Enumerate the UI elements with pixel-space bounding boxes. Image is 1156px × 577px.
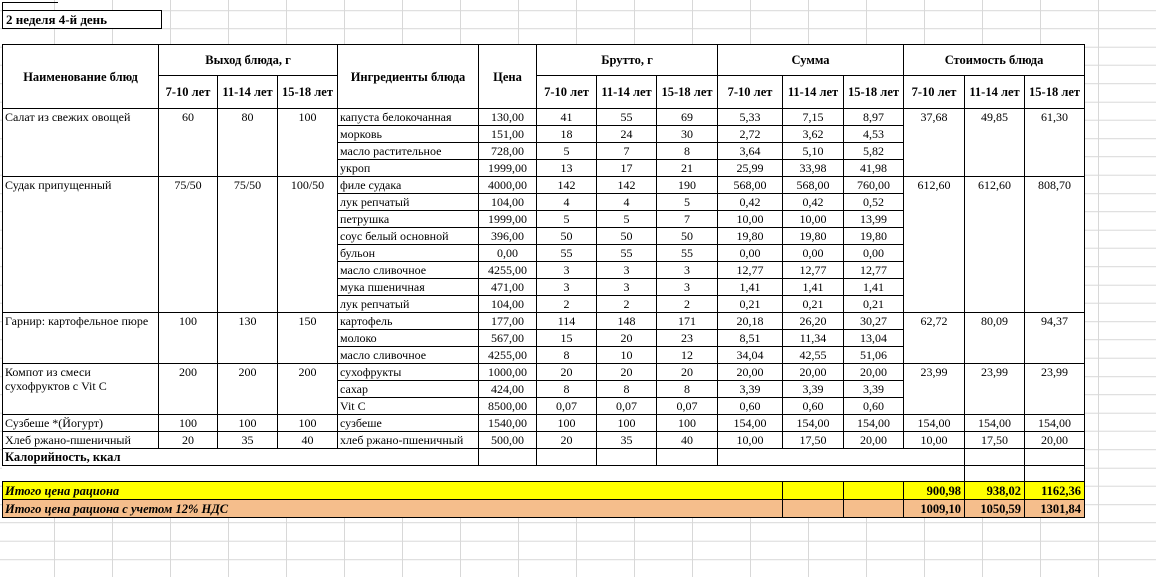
ingredient-name-cell[interactable]: капуста белокочанная bbox=[338, 109, 479, 126]
total-value-cell[interactable]: 900,98 bbox=[904, 482, 965, 500]
ingredient-name-cell[interactable]: картофель bbox=[338, 313, 479, 330]
total-value-cell[interactable]: 1009,10 bbox=[904, 500, 965, 518]
gross-value-cell[interactable]: 0,07 bbox=[657, 398, 718, 415]
ingredient-name-cell[interactable]: хлеб ржано-пшеничный bbox=[338, 432, 479, 449]
dish-name-cell[interactable]: Салат из свежих овощей bbox=[3, 109, 159, 177]
dish-cost-cell[interactable]: 20,00 bbox=[1025, 432, 1085, 449]
sum-value-cell[interactable]: 568,00 bbox=[783, 177, 844, 194]
gross-value-cell[interactable]: 3 bbox=[537, 262, 597, 279]
gross-value-cell[interactable]: 5 bbox=[597, 211, 657, 228]
ingredient-price-cell[interactable]: 4255,00 bbox=[479, 347, 537, 364]
ingredient-price-cell[interactable]: 177,00 bbox=[479, 313, 537, 330]
gross-value-cell[interactable]: 8 bbox=[657, 381, 718, 398]
sum-value-cell[interactable]: 20,18 bbox=[718, 313, 783, 330]
gross-value-cell[interactable]: 3 bbox=[657, 279, 718, 296]
dish-row bbox=[3, 364, 1085, 381]
dish-cost-cell[interactable]: 49,85 bbox=[965, 109, 1025, 177]
dish-output-cell[interactable]: 100 bbox=[278, 109, 338, 177]
dish-output-cell[interactable]: 100/50 bbox=[278, 177, 338, 313]
ingredient-name-cell[interactable]: бульон bbox=[338, 245, 479, 262]
sum-value-cell[interactable]: 1,41 bbox=[844, 279, 904, 296]
sum-value-cell[interactable]: 12,77 bbox=[783, 262, 844, 279]
gross-value-cell[interactable]: 8 bbox=[597, 381, 657, 398]
ingredient-name-cell[interactable]: масло сливочное bbox=[338, 347, 479, 364]
total-with-vat-row bbox=[3, 500, 1085, 518]
sum-value-cell[interactable]: 1,41 bbox=[718, 279, 783, 296]
sum-value-cell[interactable]: 568,00 bbox=[718, 177, 783, 194]
dish-output-cell[interactable]: 200 bbox=[218, 364, 278, 415]
ingredient-price-cell[interactable]: 8500,00 bbox=[479, 398, 537, 415]
ingredient-name-cell[interactable]: филе судака bbox=[338, 177, 479, 194]
header-group-row bbox=[3, 45, 1085, 76]
sum-value-cell[interactable]: 2,72 bbox=[718, 126, 783, 143]
gross-value-cell[interactable]: 17 bbox=[597, 160, 657, 177]
sum-value-cell[interactable]: 7,15 bbox=[783, 109, 844, 126]
sum-value-cell[interactable]: 25,99 bbox=[718, 160, 783, 177]
sum-value-cell[interactable]: 0,60 bbox=[783, 398, 844, 415]
dish-name-cell[interactable]: Сузбеше *(Йогурт) bbox=[3, 415, 159, 432]
header-gross-age-1[interactable]: 7-10 лет bbox=[537, 76, 597, 109]
sum-value-cell[interactable]: 17,50 bbox=[783, 432, 844, 449]
dish-cost-cell[interactable]: 23,99 bbox=[904, 364, 965, 415]
sum-value-cell[interactable]: 3,39 bbox=[718, 381, 783, 398]
sum-value-cell[interactable]: 19,80 bbox=[783, 228, 844, 245]
header-cost[interactable]: Стоимость блюда bbox=[904, 45, 1085, 76]
sum-value-cell[interactable]: 5,10 bbox=[783, 143, 844, 160]
sum-value-cell[interactable]: 154,00 bbox=[718, 415, 783, 432]
header-gross-age-2[interactable]: 11-14 лет bbox=[597, 76, 657, 109]
empty-cell[interactable] bbox=[783, 482, 844, 500]
total-value-cell[interactable]: 1301,84 bbox=[1025, 500, 1085, 518]
gross-value-cell[interactable]: 148 bbox=[597, 313, 657, 330]
empty-cell[interactable] bbox=[597, 449, 657, 466]
dish-row bbox=[3, 109, 1085, 126]
dish-output-cell[interactable]: 200 bbox=[159, 364, 218, 415]
calories-row bbox=[3, 449, 1085, 466]
gross-value-cell[interactable]: 7 bbox=[597, 143, 657, 160]
sum-value-cell[interactable]: 8,97 bbox=[844, 109, 904, 126]
header-gross[interactable]: Брутто, г bbox=[537, 45, 718, 76]
header-output[interactable]: Выход блюда, г bbox=[159, 45, 338, 76]
gross-value-cell[interactable]: 10 bbox=[597, 347, 657, 364]
dish-row bbox=[3, 415, 1085, 432]
calories-label-cell[interactable]: Калорийность, ккал bbox=[3, 449, 479, 466]
gross-value-cell[interactable]: 55 bbox=[597, 245, 657, 262]
spacer-row bbox=[3, 466, 1085, 482]
sum-value-cell[interactable]: 0,21 bbox=[718, 296, 783, 313]
ingredient-name-cell[interactable]: мука пшеничная bbox=[338, 279, 479, 296]
dish-output-cell[interactable]: 100 bbox=[218, 415, 278, 432]
menu-table bbox=[2, 44, 1085, 518]
ingredient-name-cell[interactable]: Vit C bbox=[338, 398, 479, 415]
dish-name-cell[interactable]: Хлеб ржано-пшеничный bbox=[3, 432, 159, 449]
sum-value-cell[interactable]: 12,77 bbox=[718, 262, 783, 279]
ingredient-price-cell[interactable]: 728,00 bbox=[479, 143, 537, 160]
ingredient-name-cell[interactable]: сахар bbox=[338, 381, 479, 398]
gross-value-cell[interactable]: 100 bbox=[537, 415, 597, 432]
header-sum-age-1[interactable]: 7-10 лет bbox=[718, 76, 783, 109]
gross-value-cell[interactable]: 12 bbox=[657, 347, 718, 364]
sum-value-cell[interactable]: 3,64 bbox=[718, 143, 783, 160]
sum-value-cell[interactable]: 3,39 bbox=[783, 381, 844, 398]
gross-value-cell[interactable]: 20 bbox=[597, 330, 657, 347]
gross-value-cell[interactable]: 100 bbox=[597, 415, 657, 432]
dish-cost-cell[interactable]: 61,30 bbox=[1025, 109, 1085, 177]
gross-value-cell[interactable]: 3 bbox=[657, 262, 718, 279]
gross-value-cell[interactable]: 20 bbox=[597, 364, 657, 381]
sum-value-cell[interactable]: 4,53 bbox=[844, 126, 904, 143]
empty-cell[interactable] bbox=[537, 449, 597, 466]
ingredient-price-cell[interactable]: 471,00 bbox=[479, 279, 537, 296]
sum-value-cell[interactable]: 154,00 bbox=[844, 415, 904, 432]
total-row bbox=[3, 482, 1085, 500]
dish-output-cell[interactable]: 200 bbox=[278, 364, 338, 415]
header-gross-age-3[interactable]: 15-18 лет bbox=[657, 76, 718, 109]
sum-value-cell[interactable]: 760,00 bbox=[844, 177, 904, 194]
dish-row bbox=[3, 432, 1085, 449]
sum-value-cell[interactable]: 0,00 bbox=[844, 245, 904, 262]
sum-value-cell[interactable]: 20,00 bbox=[844, 432, 904, 449]
gross-value-cell[interactable]: 8 bbox=[537, 381, 597, 398]
ingredient-name-cell[interactable]: сузбеше bbox=[338, 415, 479, 432]
total-value-cell[interactable]: 938,02 bbox=[965, 482, 1025, 500]
total-value-cell[interactable]: 1162,36 bbox=[1025, 482, 1085, 500]
sheet-title-cell[interactable]: 2 неделя 4-й день bbox=[2, 10, 162, 29]
gross-value-cell[interactable]: 7 bbox=[657, 211, 718, 228]
gross-value-cell[interactable]: 4 bbox=[597, 194, 657, 211]
dish-output-cell[interactable]: 35 bbox=[218, 432, 278, 449]
gross-value-cell[interactable]: 23 bbox=[657, 330, 718, 347]
gross-value-cell[interactable]: 190 bbox=[657, 177, 718, 194]
dish-output-cell[interactable]: 100 bbox=[159, 415, 218, 432]
sum-value-cell[interactable]: 13,99 bbox=[844, 211, 904, 228]
total-value-cell[interactable]: 1050,59 bbox=[965, 500, 1025, 518]
dish-cost-cell[interactable]: 62,72 bbox=[904, 313, 965, 364]
gross-value-cell[interactable]: 50 bbox=[657, 228, 718, 245]
ingredient-price-cell[interactable]: 104,00 bbox=[479, 296, 537, 313]
sum-value-cell[interactable]: 0,00 bbox=[783, 245, 844, 262]
gross-value-cell[interactable]: 4 bbox=[537, 194, 597, 211]
ingredient-price-cell[interactable]: 1000,00 bbox=[479, 364, 537, 381]
sum-value-cell[interactable]: 11,34 bbox=[783, 330, 844, 347]
dish-output-cell[interactable]: 80 bbox=[218, 109, 278, 177]
gross-value-cell[interactable]: 142 bbox=[537, 177, 597, 194]
gross-value-cell[interactable]: 50 bbox=[597, 228, 657, 245]
sum-value-cell[interactable]: 0,42 bbox=[718, 194, 783, 211]
ingredient-price-cell[interactable]: 500,00 bbox=[479, 432, 537, 449]
gross-value-cell[interactable]: 5 bbox=[537, 143, 597, 160]
dish-output-cell[interactable]: 40 bbox=[278, 432, 338, 449]
gross-value-cell[interactable]: 41 bbox=[537, 109, 597, 126]
sum-value-cell[interactable]: 8,51 bbox=[718, 330, 783, 347]
header-output-age-3[interactable]: 15-18 лет bbox=[278, 76, 338, 109]
dish-cost-cell[interactable]: 154,00 bbox=[904, 415, 965, 432]
ingredient-name-cell[interactable]: масло сливочное bbox=[338, 262, 479, 279]
empty-cell[interactable] bbox=[1025, 449, 1085, 466]
sum-value-cell[interactable]: 0,21 bbox=[844, 296, 904, 313]
ingredient-price-cell[interactable]: 567,00 bbox=[479, 330, 537, 347]
gross-value-cell[interactable]: 3 bbox=[597, 262, 657, 279]
header-dish[interactable]: Наименование блюд bbox=[3, 45, 159, 109]
dish-cost-cell[interactable]: 808,70 bbox=[1025, 177, 1085, 313]
header-cost-age-3[interactable]: 15-18 лет bbox=[1025, 76, 1085, 109]
sum-value-cell[interactable]: 34,04 bbox=[718, 347, 783, 364]
ingredient-name-cell[interactable]: молоко bbox=[338, 330, 479, 347]
gross-value-cell[interactable]: 55 bbox=[597, 109, 657, 126]
sum-value-cell[interactable]: 26,20 bbox=[783, 313, 844, 330]
dish-cost-cell[interactable]: 612,60 bbox=[965, 177, 1025, 313]
sum-value-cell[interactable]: 154,00 bbox=[783, 415, 844, 432]
gross-value-cell[interactable]: 24 bbox=[597, 126, 657, 143]
total-label-cell[interactable]: Итого цена рациона bbox=[3, 482, 783, 500]
gross-value-cell[interactable]: 100 bbox=[657, 415, 718, 432]
dish-cost-cell[interactable]: 612,60 bbox=[904, 177, 965, 313]
gross-value-cell[interactable]: 15 bbox=[537, 330, 597, 347]
dish-name-cell[interactable]: Судак припущенный bbox=[3, 177, 159, 313]
dish-output-cell[interactable]: 130 bbox=[218, 313, 278, 364]
header-output-age-2[interactable]: 11-14 лет bbox=[218, 76, 278, 109]
gross-value-cell[interactable]: 8 bbox=[657, 143, 718, 160]
sum-value-cell[interactable]: 41,98 bbox=[844, 160, 904, 177]
ingredient-name-cell[interactable]: лук репчатый bbox=[338, 296, 479, 313]
sum-value-cell[interactable]: 19,80 bbox=[844, 228, 904, 245]
sum-value-cell[interactable]: 1,41 bbox=[783, 279, 844, 296]
dish-output-cell[interactable]: 60 bbox=[159, 109, 218, 177]
dish-name-cell[interactable]: Гарнир: картофельное пюре bbox=[3, 313, 159, 364]
sum-value-cell[interactable]: 10,00 bbox=[783, 211, 844, 228]
gross-value-cell[interactable]: 0,07 bbox=[537, 398, 597, 415]
gross-value-cell[interactable]: 55 bbox=[657, 245, 718, 262]
ingredient-price-cell[interactable]: 4000,00 bbox=[479, 177, 537, 194]
ingredient-price-cell[interactable]: 424,00 bbox=[479, 381, 537, 398]
dish-output-cell[interactable]: 100 bbox=[278, 415, 338, 432]
dish-cost-cell[interactable]: 80,09 bbox=[965, 313, 1025, 364]
gross-value-cell[interactable]: 5 bbox=[537, 211, 597, 228]
dish-output-cell[interactable]: 75/50 bbox=[218, 177, 278, 313]
ingredient-name-cell[interactable]: соус белый основной bbox=[338, 228, 479, 245]
sum-value-cell[interactable]: 0,60 bbox=[718, 398, 783, 415]
dish-cost-cell[interactable]: 23,99 bbox=[965, 364, 1025, 415]
empty-cell[interactable] bbox=[3, 466, 965, 482]
gross-value-cell[interactable]: 13 bbox=[537, 160, 597, 177]
gross-value-cell[interactable]: 2 bbox=[657, 296, 718, 313]
gross-value-cell[interactable]: 20 bbox=[657, 364, 718, 381]
dish-row bbox=[3, 177, 1085, 194]
dish-row bbox=[3, 313, 1085, 330]
total-label-cell[interactable]: Итого цена рациона с учетом 12% НДС bbox=[3, 500, 783, 518]
header-age-row bbox=[3, 76, 1085, 109]
ingredient-price-cell[interactable]: 0,00 bbox=[479, 245, 537, 262]
gross-value-cell[interactable]: 2 bbox=[537, 296, 597, 313]
dish-output-cell[interactable]: 150 bbox=[278, 313, 338, 364]
gross-value-cell[interactable]: 35 bbox=[597, 432, 657, 449]
sum-value-cell[interactable]: 0,60 bbox=[844, 398, 904, 415]
empty-cell[interactable] bbox=[965, 466, 1025, 482]
sum-value-cell[interactable]: 0,42 bbox=[783, 194, 844, 211]
sum-value-cell[interactable]: 20,00 bbox=[844, 364, 904, 381]
sum-value-cell[interactable]: 5,33 bbox=[718, 109, 783, 126]
gross-value-cell[interactable]: 142 bbox=[597, 177, 657, 194]
gross-value-cell[interactable]: 20 bbox=[537, 364, 597, 381]
header-cost-age-1[interactable]: 7-10 лет bbox=[904, 76, 965, 109]
gross-value-cell[interactable]: 50 bbox=[537, 228, 597, 245]
gross-value-cell[interactable]: 30 bbox=[657, 126, 718, 143]
dish-cost-cell[interactable]: 17,50 bbox=[965, 432, 1025, 449]
gross-value-cell[interactable]: 69 bbox=[657, 109, 718, 126]
ingredient-name-cell[interactable]: петрушка bbox=[338, 211, 479, 228]
gross-value-cell[interactable]: 8 bbox=[537, 347, 597, 364]
dish-cost-cell[interactable]: 37,68 bbox=[904, 109, 965, 177]
ingredient-name-cell[interactable]: укроп bbox=[338, 160, 479, 177]
dish-name-cell[interactable]: Компот из смеси сухофруктов с Vit C bbox=[3, 364, 159, 415]
dish-output-cell[interactable]: 20 bbox=[159, 432, 218, 449]
sum-value-cell[interactable]: 30,27 bbox=[844, 313, 904, 330]
ingredient-price-cell[interactable]: 151,00 bbox=[479, 126, 537, 143]
sum-value-cell[interactable]: 12,77 bbox=[844, 262, 904, 279]
ingredient-name-cell[interactable]: морковь bbox=[338, 126, 479, 143]
header-sum-age-2[interactable]: 11-14 лет bbox=[783, 76, 844, 109]
empty-cell[interactable] bbox=[783, 500, 844, 518]
gross-value-cell[interactable]: 3 bbox=[597, 279, 657, 296]
empty-cell[interactable] bbox=[844, 500, 904, 518]
gross-value-cell[interactable]: 5 bbox=[657, 194, 718, 211]
sum-value-cell[interactable]: 19,80 bbox=[718, 228, 783, 245]
gross-value-cell[interactable]: 114 bbox=[537, 313, 597, 330]
empty-cell[interactable] bbox=[965, 449, 1025, 466]
ingredient-price-cell[interactable]: 4255,00 bbox=[479, 262, 537, 279]
sum-value-cell[interactable]: 10,00 bbox=[718, 432, 783, 449]
dish-output-cell[interactable]: 75/50 bbox=[159, 177, 218, 313]
sum-value-cell[interactable]: 0,00 bbox=[718, 245, 783, 262]
sum-value-cell[interactable]: 5,82 bbox=[844, 143, 904, 160]
sum-value-cell[interactable]: 42,55 bbox=[783, 347, 844, 364]
ingredient-name-cell[interactable]: масло растительное bbox=[338, 143, 479, 160]
header-sum[interactable]: Сумма bbox=[718, 45, 904, 76]
empty-cell[interactable] bbox=[1025, 466, 1085, 482]
sum-value-cell[interactable]: 13,04 bbox=[844, 330, 904, 347]
sum-value-cell[interactable]: 0,52 bbox=[844, 194, 904, 211]
ingredient-price-cell[interactable]: 1540,00 bbox=[479, 415, 537, 432]
header-ingredients[interactable]: Ингредиенты блюда bbox=[338, 45, 479, 109]
header-price[interactable]: Цена bbox=[479, 45, 537, 109]
sum-value-cell[interactable]: 33,98 bbox=[783, 160, 844, 177]
gross-value-cell[interactable]: 20 bbox=[537, 432, 597, 449]
gross-value-cell[interactable]: 40 bbox=[657, 432, 718, 449]
gross-value-cell[interactable]: 0,07 bbox=[597, 398, 657, 415]
dish-cost-cell[interactable]: 23,99 bbox=[1025, 364, 1085, 415]
header-sum-age-3[interactable]: 15-18 лет bbox=[844, 76, 904, 109]
sum-value-cell[interactable]: 10,00 bbox=[718, 211, 783, 228]
sum-value-cell[interactable]: 20,00 bbox=[783, 364, 844, 381]
gross-value-cell[interactable]: 3 bbox=[537, 279, 597, 296]
dish-cost-cell[interactable]: 94,37 bbox=[1025, 313, 1085, 364]
gross-value-cell[interactable]: 21 bbox=[657, 160, 718, 177]
ingredient-name-cell[interactable]: лук репчатый bbox=[338, 194, 479, 211]
gross-value-cell[interactable]: 171 bbox=[657, 313, 718, 330]
dish-cost-cell[interactable]: 154,00 bbox=[1025, 415, 1085, 432]
ingredient-price-cell[interactable]: 1999,00 bbox=[479, 160, 537, 177]
gross-value-cell[interactable]: 55 bbox=[537, 245, 597, 262]
empty-cell[interactable] bbox=[844, 482, 904, 500]
ingredient-price-cell[interactable]: 104,00 bbox=[479, 194, 537, 211]
sum-value-cell[interactable]: 3,62 bbox=[783, 126, 844, 143]
sum-value-cell[interactable]: 51,06 bbox=[844, 347, 904, 364]
dish-output-cell[interactable]: 100 bbox=[159, 313, 218, 364]
empty-cell[interactable] bbox=[479, 449, 537, 466]
empty-cell[interactable] bbox=[657, 449, 718, 466]
gross-value-cell[interactable]: 2 bbox=[597, 296, 657, 313]
header-cost-age-2[interactable]: 11-14 лет bbox=[965, 76, 1025, 109]
gross-value-cell[interactable]: 18 bbox=[537, 126, 597, 143]
ingredient-name-cell[interactable]: сухофрукты bbox=[338, 364, 479, 381]
ingredient-price-cell[interactable]: 396,00 bbox=[479, 228, 537, 245]
ingredient-price-cell[interactable]: 1999,00 bbox=[479, 211, 537, 228]
dish-cost-cell[interactable]: 154,00 bbox=[965, 415, 1025, 432]
header-output-age-1[interactable]: 7-10 лет bbox=[159, 76, 218, 109]
sum-value-cell[interactable]: 20,00 bbox=[718, 364, 783, 381]
empty-cell[interactable] bbox=[718, 449, 965, 466]
dish-cost-cell[interactable]: 10,00 bbox=[904, 432, 965, 449]
sum-value-cell[interactable]: 3,39 bbox=[844, 381, 904, 398]
sum-value-cell[interactable]: 0,21 bbox=[783, 296, 844, 313]
ingredient-price-cell[interactable]: 130,00 bbox=[479, 109, 537, 126]
